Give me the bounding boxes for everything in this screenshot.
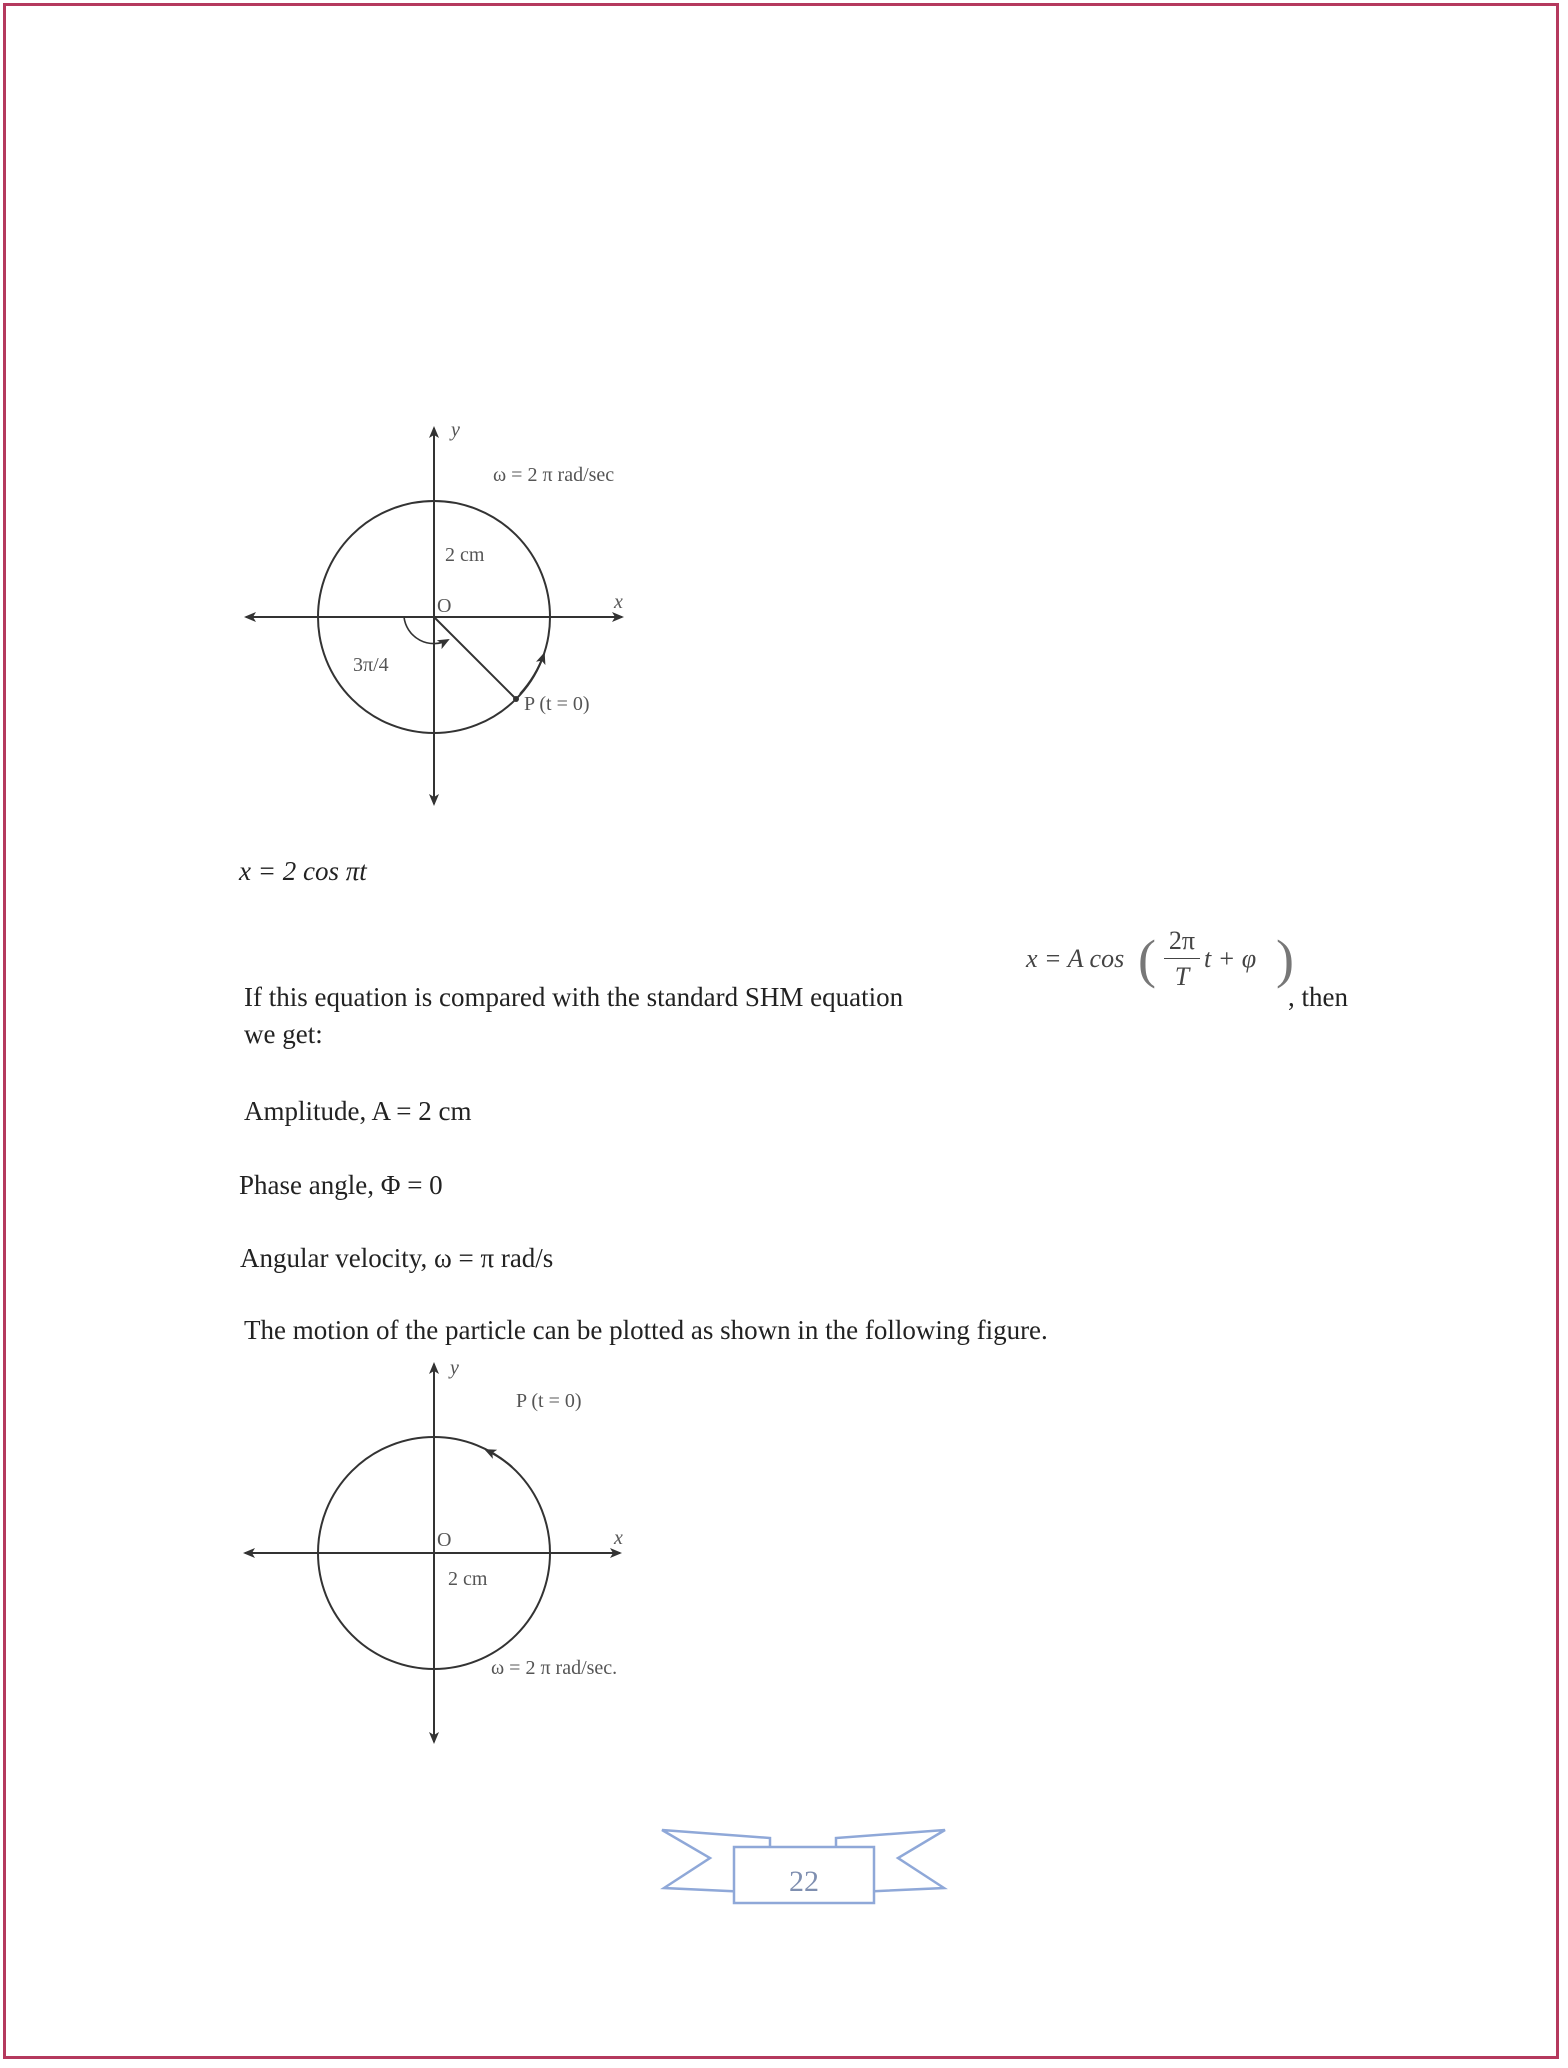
origin-label: O	[437, 1529, 452, 1551]
equation-lhs: x = A cos	[1026, 944, 1125, 973]
x-axis-label: x	[614, 591, 623, 613]
equation-denominator: T	[1174, 962, 1190, 991]
omega-label: ω = 2 π rad/sec.	[491, 1657, 618, 1679]
figure-1-phasor-diagram	[246, 419, 623, 804]
equation-line: x = 2 cos πt	[239, 856, 367, 886]
y-axis-label: y	[451, 419, 460, 441]
angle-arc-arrow	[404, 617, 448, 644]
rotation-arrow	[520, 654, 544, 694]
point-label: P (t = 0)	[516, 1390, 582, 1412]
omega-label: ω = 2 π rad/sec	[493, 464, 615, 486]
compare-text: If this equation is compared with the standard SHM equation	[244, 982, 904, 1012]
phase-angle-line: Phase angle, Φ = 0	[239, 1170, 443, 1200]
equation-numerator: 2π	[1168, 926, 1196, 955]
x-axis-label: x	[614, 1527, 623, 1549]
radius-label: 2 cm	[445, 544, 485, 566]
y-axis-label: y	[450, 1357, 459, 1379]
angle-label: 3π/4	[353, 654, 389, 676]
fraction-bar	[1164, 958, 1200, 959]
equation-tail: t + φ	[1204, 944, 1257, 973]
figure-2-phasor-diagram	[245, 1357, 623, 1742]
origin-label: O	[437, 595, 452, 617]
angular-velocity-line: Angular velocity, ω = π rad/s	[240, 1243, 554, 1273]
radius-vector	[434, 617, 516, 699]
compare-text-continued: we get:	[244, 1019, 323, 1049]
compare-text-end: , then	[1288, 982, 1348, 1012]
motion-text: The motion of the particle can be plotted as shown in the following figure.	[244, 1315, 1048, 1345]
page-number: 22	[789, 1865, 819, 1898]
point-p	[513, 696, 519, 702]
rotation-arrow	[486, 1450, 512, 1467]
radius-label: 2 cm	[448, 1568, 488, 1590]
point-label: P (t = 0)	[524, 693, 590, 715]
left-paren: (	[1138, 929, 1156, 989]
right-paren: )	[1276, 929, 1294, 989]
amplitude-line: Amplitude, A = 2 cm	[244, 1096, 472, 1126]
